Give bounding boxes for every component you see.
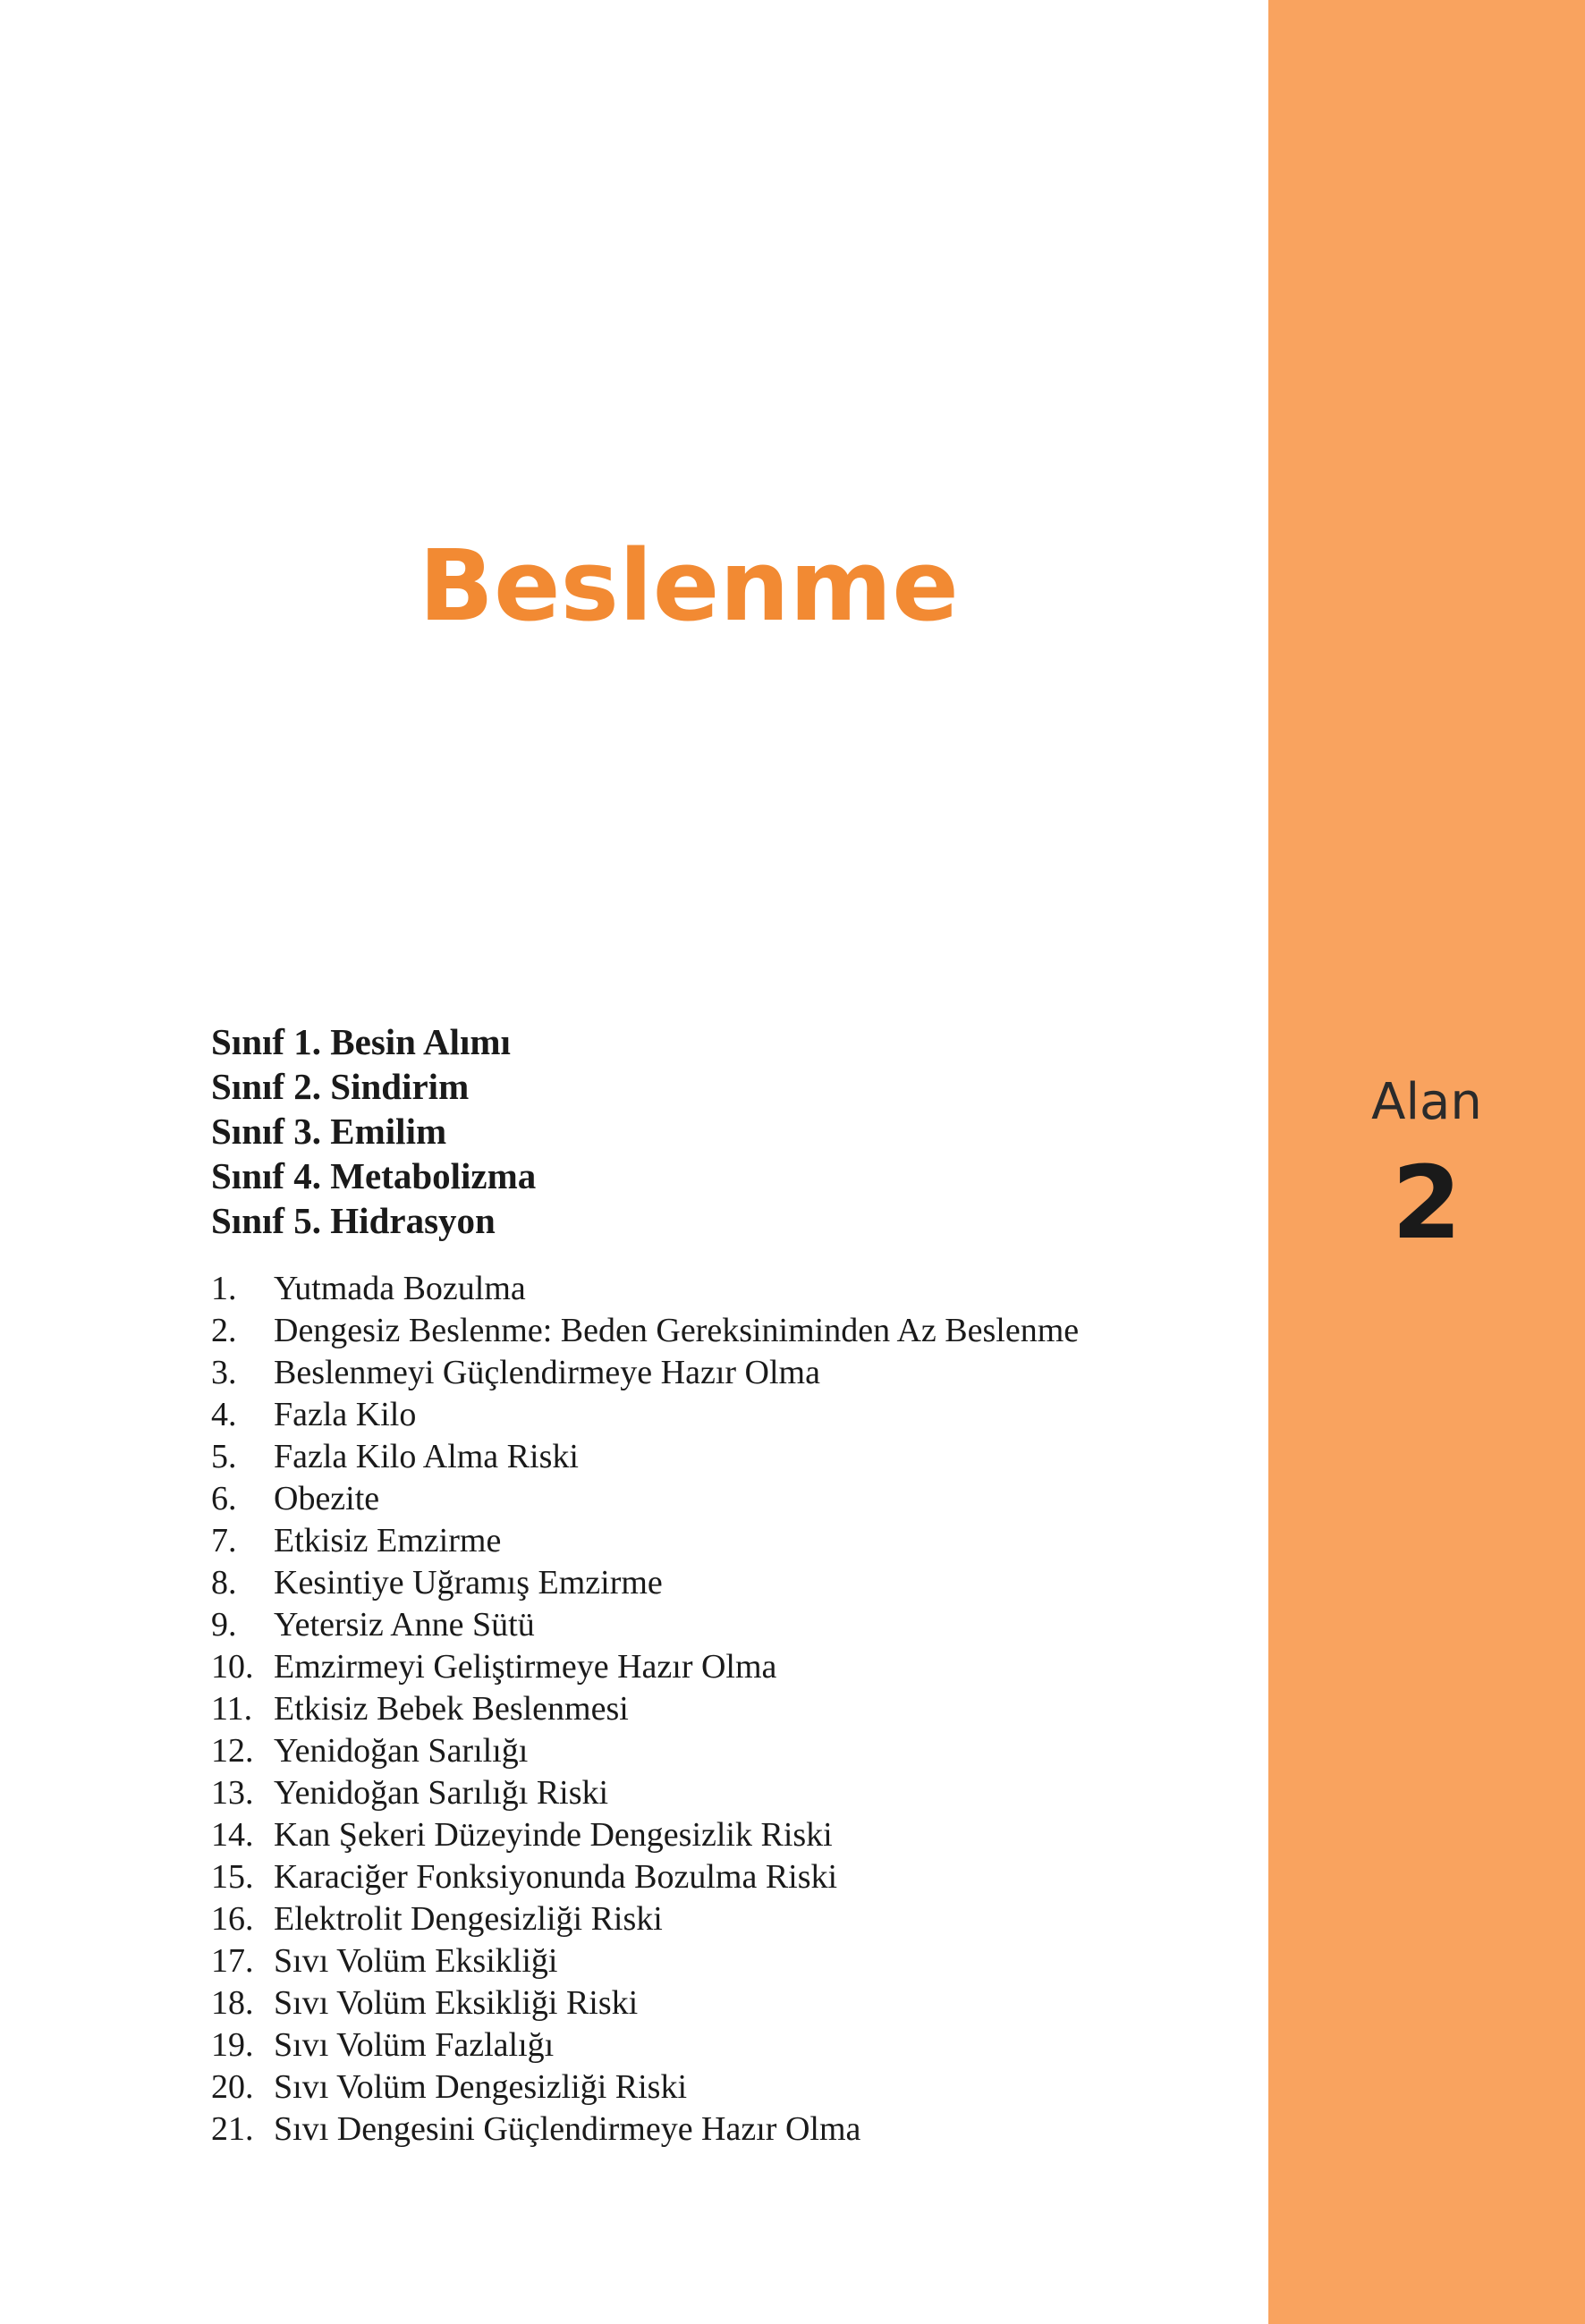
list-item [211,1730,1079,1772]
item-number: 19. [211,2026,254,2064]
list-item [211,1688,1079,1730]
class-item: Sınıf 3. Emilim [211,1111,447,1152]
class-item: Sınıf 1. Besin Alımı [211,1021,511,1062]
item-number: 9. [211,1606,237,1644]
item-number: 20. [211,2068,254,2106]
item-text: Kan Şekeri Düzeyinde Dengesizlik Riski [274,1816,833,1854]
list-item [211,1562,1079,1604]
item-text: Sıvı Volüm Dengesizliği Riski [274,2068,688,2106]
list-item [211,1604,1079,1646]
item-number: 13. [211,1774,254,1812]
class-item: Sınıf 4. Metabolizma [211,1155,537,1196]
item-number: 16. [211,1900,254,1938]
item-text: Dengesiz Beslenme: Beden Gereksiniminden Az Beslenme [274,1312,1080,1349]
item-number: 17. [211,1942,254,1980]
item-text: Fazla Kilo [274,1396,417,1433]
diagnosis-list [211,1268,1079,2151]
item-text: Sıvı Volüm Fazlalığı [274,2026,555,2064]
list-item [211,1772,1079,1814]
list-item [211,1856,1079,1898]
class-item: Sınıf 5. Hidrasyon [211,1200,496,1241]
list-item [211,1940,1079,1982]
item-number: 2. [211,1312,237,1349]
item-number: 1. [211,1270,237,1307]
item-text: Karaciğer Fonksiyonunda Bozulma Riski [274,1858,838,1896]
item-number: 6. [211,1480,237,1517]
item-text: Sıvı Volüm Eksikliği Riski [274,1984,639,2022]
list-item [211,1814,1079,1856]
item-number: 3. [211,1354,237,1391]
item-text: Yenidoğan Sarılığı [274,1732,529,1770]
list-item [211,1352,1079,1394]
list-item [211,1310,1079,1352]
item-text: Fazla Kilo Alma Riski [274,1438,579,1475]
list-item [211,1436,1079,1478]
list-item [211,1646,1079,1688]
item-text: Beslenmeyi Güçlendirmeye Hazır Olma [274,1354,820,1391]
page-title: Beslenme [419,528,959,643]
class-list [211,1019,536,1243]
list-item [211,2109,1079,2151]
item-number: 4. [211,1396,237,1433]
item-number: 10. [211,1648,254,1686]
item-text: Etkisiz Emzirme [274,1522,502,1559]
list-item [211,1268,1079,1310]
list-item [211,1478,1079,1520]
list-item [211,1394,1079,1436]
item-number: 7. [211,1522,237,1559]
item-number: 11. [211,1690,253,1728]
list-item [211,2066,1079,2109]
item-number: 5. [211,1438,237,1475]
item-text: Yutmada Bozulma [274,1270,526,1307]
list-item [211,1520,1079,1562]
item-number: 12. [211,1732,254,1770]
item-text: Sıvı Dengesini Güçlendirmeye Hazır Olma [274,2110,861,2148]
item-text: Etkisiz Bebek Beslenmesi [274,1690,629,1728]
item-number: 21. [211,2110,254,2148]
item-text: Kesintiye Uğramış Emzirme [274,1564,663,1601]
list-item [211,2024,1079,2066]
item-text: Elektrolit Dengesizliği Riski [274,1900,663,1938]
item-number: 15. [211,1858,254,1896]
item-text: Yenidoğan Sarılığı Riski [274,1774,609,1812]
class-item: Sınıf 2. Sindirim [211,1066,470,1107]
list-item [211,1898,1079,1940]
item-text: Yetersiz Anne Sütü [274,1606,535,1644]
item-number: 18. [211,1984,254,2022]
section-number: 2 [1392,1145,1462,1262]
item-number: 14. [211,1816,254,1854]
section-label: Alan [1371,1073,1482,1131]
item-text: Sıvı Volüm Eksikliği [274,1942,558,1980]
item-text: Obezite [274,1480,380,1517]
list-item [211,1982,1079,2024]
item-number: 8. [211,1564,237,1601]
item-text: Emzirmeyi Geliştirmeye Hazır Olma [274,1648,777,1686]
